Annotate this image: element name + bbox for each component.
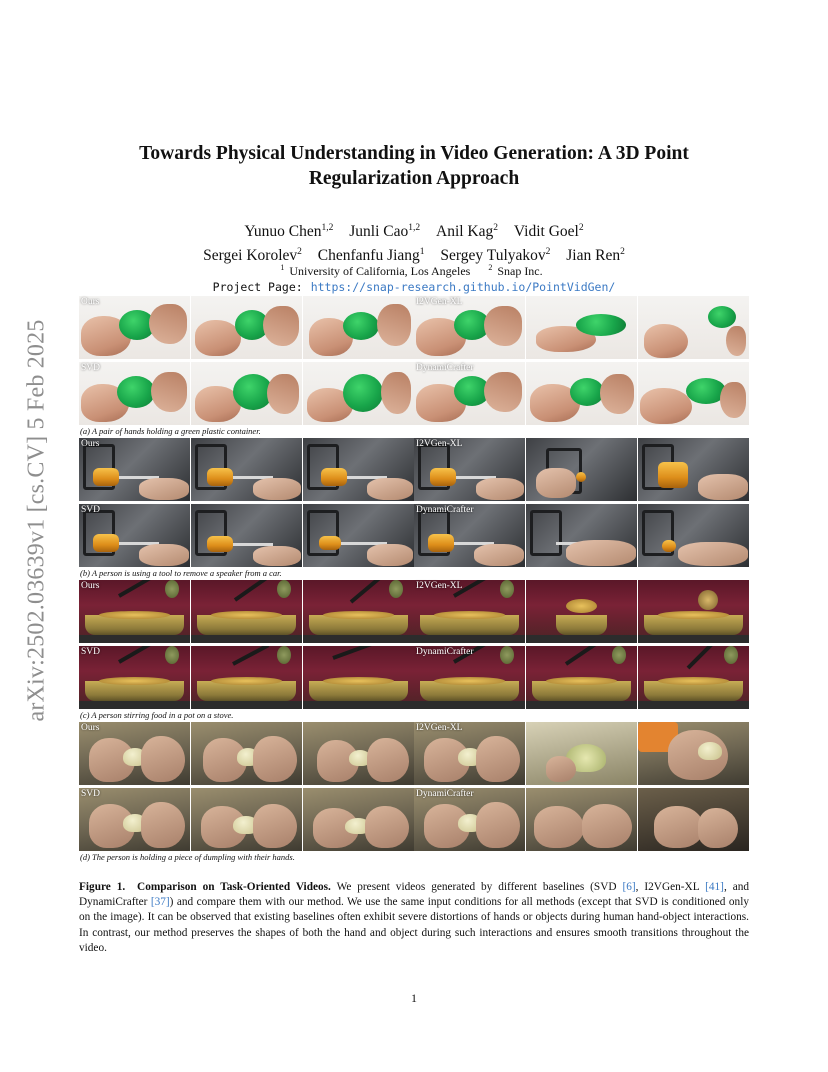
title-line-1: Towards Physical Understanding in Video Generation: A 3D Point <box>139 143 689 164</box>
method-label: SVD <box>81 505 101 515</box>
method-label: I2VGen-XL <box>416 723 463 733</box>
video-frame <box>303 580 414 643</box>
affiliation: $^1$ University of California, Los Angeles <box>280 263 471 278</box>
caption-text: We present videos generated by different baselines (SVD <box>336 881 617 893</box>
method-label: SVD <box>81 789 101 799</box>
frame-row <box>79 296 749 359</box>
video-frame <box>638 646 749 709</box>
method-i2vgen-d <box>414 722 749 785</box>
method-label: DynamiCrafter <box>416 505 474 515</box>
method-dynamicrafter-b <box>414 504 749 567</box>
method-label: SVD <box>81 647 101 657</box>
method-label: Ours <box>81 581 100 591</box>
subfigure-caption: (c) A person stirring food in a pot on a stove. <box>80 710 234 720</box>
method-label: DynamiCrafter <box>416 363 474 373</box>
affiliation: $^2$ Snap Inc. <box>488 263 543 278</box>
author: Vidit Goel$^2$ <box>513 223 584 241</box>
figure-panel-d <box>79 722 749 863</box>
author: Yunuo Chen$^{1,2}$ <box>244 223 334 241</box>
caption-text: ) and compare them with our method. We use the same input conditions for all methods (except that SVD is conditioned only on the image). It can be observed that existing baselines often exhibit severe distortions of hands or objects during human hand-object interactions. In contrast, our method preserves the shapes of both the hand and object during such interactions and ensures smooth transitions throughout the video. <box>79 896 749 954</box>
video-frame <box>526 296 637 359</box>
author: Junli Cao$^{1,2}$ <box>349 223 421 241</box>
author: Anil Kag$^2$ <box>436 223 499 241</box>
frame-row <box>79 646 749 709</box>
video-frame <box>638 504 749 567</box>
video-frame <box>191 788 302 851</box>
method-label: I2VGen-XL <box>416 297 463 307</box>
video-frame <box>638 438 749 501</box>
video-frame <box>303 504 414 567</box>
method-i2vgen-a <box>414 296 749 359</box>
figure-label: Figure 1. <box>79 881 126 893</box>
caption-text: , I2VGen-XL <box>635 881 700 893</box>
author: Jian Ren$^2$ <box>566 247 625 265</box>
video-frame <box>191 504 302 567</box>
method-ours-a <box>79 296 414 359</box>
method-label: I2VGen-XL <box>416 581 463 591</box>
author: Sergei Korolev$^2$ <box>203 247 302 265</box>
subfigure-caption: (a) A pair of hands holding a green plastic container. <box>80 426 261 436</box>
figure-grid <box>79 296 749 864</box>
frame-row <box>79 722 749 785</box>
video-frame <box>526 438 637 501</box>
video-frame <box>303 438 414 501</box>
method-svd-b <box>79 504 414 567</box>
video-frame <box>638 296 749 359</box>
method-ours-c <box>79 580 414 643</box>
method-ours-d <box>79 722 414 785</box>
figure-panel-a <box>79 296 749 437</box>
method-label: Ours <box>81 723 100 733</box>
method-dynamicrafter-a <box>414 362 749 425</box>
method-label: Ours <box>81 439 100 449</box>
video-frame <box>638 580 749 643</box>
method-label: I2VGen-XL <box>416 439 463 449</box>
subfigure-caption: (d) The person is holding a piece of dumpling with their hands. <box>80 852 295 862</box>
project-page <box>90 280 738 294</box>
method-dynamicrafter-d <box>414 788 749 851</box>
video-frame <box>638 722 749 785</box>
method-label: DynamiCrafter <box>416 647 474 657</box>
video-frame <box>638 362 749 425</box>
frame-row <box>79 438 749 501</box>
method-svd-d <box>79 788 414 851</box>
method-ours-b <box>79 438 414 501</box>
project-link[interactable]: https://snap-research.github.io/PointVidGen/ <box>310 280 616 294</box>
figure-panel-b <box>79 438 749 579</box>
video-frame <box>191 296 302 359</box>
video-frame <box>303 296 414 359</box>
figure-caption-title: Comparison on Task-Oriented Videos. <box>137 881 331 893</box>
video-frame <box>303 788 414 851</box>
video-frame <box>638 788 749 851</box>
figure-panel-c <box>79 580 749 721</box>
video-frame <box>303 646 414 709</box>
method-svd-a <box>79 362 414 425</box>
video-frame <box>526 580 637 643</box>
video-frame <box>526 722 637 785</box>
page-number: 1 <box>411 991 417 1005</box>
citation-link[interactable]: [37] <box>150 896 170 909</box>
citation-link[interactable]: [6] <box>622 881 636 893</box>
method-label: DynamiCrafter <box>416 789 474 799</box>
video-frame <box>191 362 302 425</box>
video-frame <box>526 362 637 425</box>
frame-row <box>79 580 749 643</box>
video-frame <box>191 646 302 709</box>
frame-row <box>79 504 749 567</box>
video-frame <box>526 788 637 851</box>
video-frame <box>191 438 302 501</box>
author: Sergey Tulyakov$^2$ <box>440 247 551 265</box>
caption-text: , and DynamiCrafter <box>79 881 750 909</box>
paper-title <box>90 141 738 191</box>
frame-row <box>79 788 749 851</box>
video-frame <box>526 646 637 709</box>
title-line-2: Regularization Approach <box>308 168 520 189</box>
method-i2vgen-c <box>414 580 749 643</box>
project-label: Project Page: <box>212 280 303 294</box>
author: Chenfanfu Jiang$^1$ <box>317 247 425 265</box>
method-label: Ours <box>81 297 100 307</box>
arxiv-identifier <box>24 290 50 750</box>
method-svd-c <box>79 646 414 709</box>
video-frame <box>303 722 414 785</box>
method-label: SVD <box>81 363 101 373</box>
subfigure-caption: (b) A person is using a tool to remove a speaker from a car. <box>80 568 282 578</box>
video-frame <box>303 362 414 425</box>
arxiv-identifier-text: arXiv:2502.03639v1 [cs.CV] 5 Feb 2025 <box>23 318 50 722</box>
frame-row <box>79 362 749 425</box>
method-i2vgen-b <box>414 438 749 501</box>
video-frame <box>191 580 302 643</box>
method-dynamicrafter-c <box>414 646 749 709</box>
citation-link[interactable]: [41] <box>705 881 724 893</box>
figure-caption <box>79 880 749 956</box>
author-row-1 <box>90 218 738 242</box>
video-frame <box>191 722 302 785</box>
video-frame <box>526 504 637 567</box>
affiliations <box>90 260 738 279</box>
